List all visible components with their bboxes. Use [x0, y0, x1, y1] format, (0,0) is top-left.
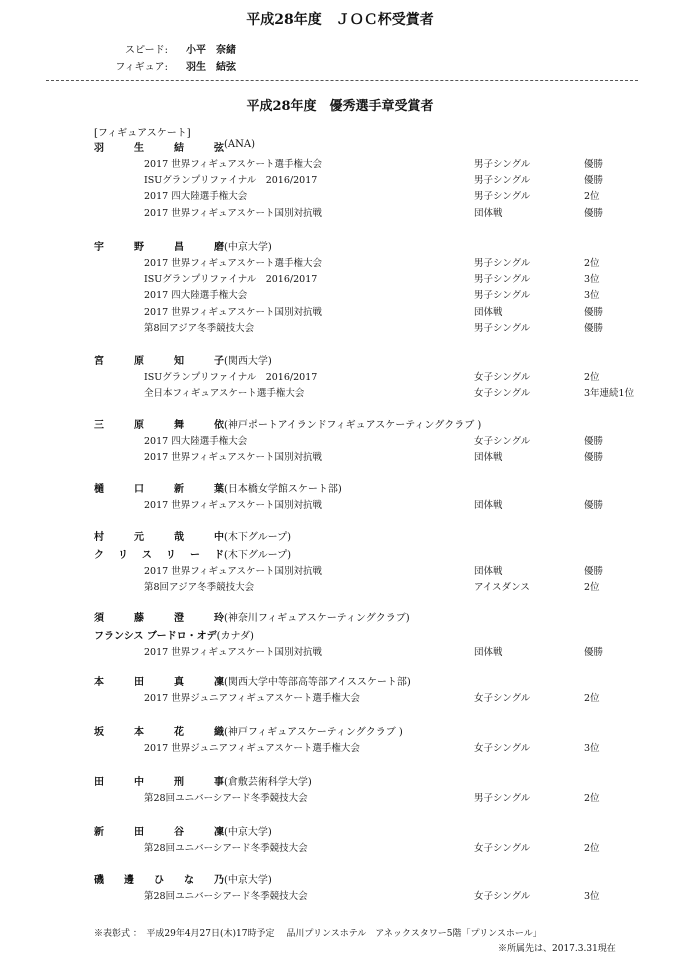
event-category: 団体戦 — [474, 647, 503, 658]
event-category: 女子シングル — [474, 743, 531, 754]
event-category: 女子シングル — [474, 693, 531, 704]
event-name: 2017 世界ジュニアフィギュアスケート選手権大会 — [144, 743, 360, 754]
athlete-row — [94, 546, 291, 561]
event-name: 2017 世界フィギュアスケート国別対抗戦 — [144, 452, 323, 464]
event-result: 優勝 — [584, 322, 604, 334]
athlete-name: 磯邊ひな乃 — [94, 875, 224, 886]
athlete-affiliation: (中京大学) — [224, 827, 272, 838]
athlete-row — [94, 627, 254, 642]
event-result: 優勝 — [584, 175, 604, 187]
joc-winner-speed: 小平 奈緒 — [186, 45, 236, 56]
event-result: 3位 — [584, 290, 600, 302]
athlete-name: 三原舞依 — [94, 420, 224, 431]
event-name: 第28回ユニバーシアード冬季競技大会 — [144, 843, 308, 854]
athlete-name: 宮原知子 — [94, 356, 224, 367]
athlete-row — [94, 528, 291, 543]
event-result: 優勝 — [584, 436, 604, 447]
event-result: 3位 — [584, 891, 600, 902]
athlete-row — [94, 871, 272, 886]
athlete-affiliation: (中京大学) — [224, 242, 272, 253]
event-category: 団体戦 — [474, 500, 503, 511]
event-name: 2017 世界フィギュアスケート選手権大会 — [144, 159, 323, 170]
athlete-affiliation: (木下グループ) — [224, 532, 292, 543]
event-result: 優勝 — [584, 452, 604, 464]
event-result: 3年連続1位 — [584, 388, 635, 400]
event-category: 団体戦 — [474, 566, 503, 577]
athlete-name: フランシス ブードロ・オデ — [94, 631, 217, 642]
event-result: 2位 — [584, 582, 600, 594]
athlete-affiliation: (神奈川フィギュアスケーティングクラブ) — [224, 613, 410, 624]
event-result: 優勝 — [584, 500, 604, 511]
athlete-affiliation: (関西大学) — [224, 356, 272, 367]
event-result: 優勝 — [584, 647, 604, 658]
joc-category-figure: フィギュア: — [115, 62, 168, 73]
event-name: 2017 世界フィギュアスケート国別対抗戦 — [144, 306, 323, 318]
athlete-row — [94, 673, 411, 688]
athlete-name: 田中刑事 — [94, 777, 224, 788]
event-name: 2017 世界ジュニアフィギュアスケート選手権大会 — [144, 693, 360, 704]
event-category: 男子シングル — [474, 191, 531, 203]
event-name: 2017 四大陸選手権大会 — [144, 436, 248, 447]
athlete-affiliation: (倉敷芸術科学大学) — [224, 777, 312, 788]
event-name: ISUグランプリファイナル 2016/2017 — [144, 372, 318, 383]
joc-category-speed: スピード: — [125, 45, 168, 56]
athlete-name: 羽生結弦 — [94, 143, 224, 154]
athlete-name: 新田谷凜 — [94, 827, 224, 838]
event-name: 2017 世界フィギュアスケート選手権大会 — [144, 258, 323, 269]
athlete-name: 坂本花織 — [94, 727, 224, 738]
event-name: 2017 世界フィギュアスケート国別対抗戦 — [144, 207, 323, 219]
event-name: 第28回ユニバーシアード冬季競技大会 — [144, 793, 308, 804]
event-category: 男子シングル — [474, 258, 531, 269]
athlete-row — [94, 238, 272, 253]
affiliation-note: ※所属先は、2017.3.31現在 — [498, 944, 616, 954]
sport-label: [フィギュアスケート] — [94, 128, 191, 139]
event-result: 2位 — [584, 258, 600, 269]
event-category: 男子シングル — [474, 175, 531, 187]
athlete-row — [94, 723, 403, 738]
event-category: 男子シングル — [474, 793, 531, 804]
event-category: 団体戦 — [474, 306, 503, 318]
event-name: 2017 四大陸選手権大会 — [144, 191, 248, 203]
event-category: アイスダンス — [474, 582, 530, 594]
event-category: 女子シングル — [474, 843, 531, 854]
joc-winner-figure: 羽生 結弦 — [186, 62, 236, 73]
athlete-row — [94, 480, 342, 495]
dashed-divider — [46, 80, 638, 81]
athlete-name: 本田真凜 — [94, 677, 224, 688]
athlete-row — [94, 609, 410, 624]
event-result: 優勝 — [584, 306, 604, 318]
event-name: 2017 世界フィギュアスケート国別対抗戦 — [144, 647, 323, 658]
event-name: ISUグランプリファイナル 2016/2017 — [144, 175, 318, 187]
event-name: 全日本フィギュアスケート選手権大会 — [144, 388, 305, 400]
event-category: 男子シングル — [474, 290, 531, 302]
event-category: 女子シングル — [474, 436, 531, 447]
athlete-affiliation: (関西大学中等部高等部アイススケート部) — [224, 677, 411, 688]
athlete-affiliation: (中京大学) — [224, 875, 272, 886]
event-result: 優勝 — [584, 566, 604, 577]
athlete-row — [94, 823, 272, 838]
event-category: 男子シングル — [474, 322, 531, 334]
event-result: 2位 — [584, 372, 600, 383]
page-title: 平成28年度 ＪＯＣ杯受賞者 — [246, 12, 434, 28]
event-name: 2017 世界フィギュアスケート国別対抗戦 — [144, 566, 323, 577]
event-category: 男子シングル — [474, 159, 531, 170]
athlete-affiliation: (神戸フィギュアスケーティングクラブ ) — [224, 727, 403, 738]
ceremony-note: ※表彰式 ： 平成29年4月27日(木)17時予定 品川プリンスホテル アネックスタワー5階「プリンスホール」 — [94, 929, 542, 939]
athlete-affiliation: (日本橋女学館スケート部) — [224, 484, 342, 495]
event-category: 団体戦 — [474, 207, 503, 219]
athlete-row — [94, 773, 312, 788]
athlete-name: クリスリード — [94, 550, 224, 561]
event-category: 団体戦 — [474, 452, 503, 464]
athlete-row — [94, 352, 272, 367]
event-result: 2位 — [584, 793, 600, 804]
event-category: 女子シングル — [474, 372, 531, 383]
event-result: 3位 — [584, 743, 600, 754]
athlete-row — [94, 139, 255, 154]
event-name: 2017 四大陸選手権大会 — [144, 290, 248, 302]
athlete-name: 須藤澄玲 — [94, 613, 224, 624]
event-result: 優勝 — [584, 159, 604, 170]
athlete-name: 村元哉中 — [94, 532, 224, 543]
athlete-name: 樋口新葉 — [94, 484, 224, 495]
athlete-affiliation: (木下グループ) — [224, 550, 292, 561]
event-name: 第28回ユニバーシアード冬季競技大会 — [144, 891, 308, 902]
event-category: 女子シングル — [474, 891, 531, 902]
event-category: 男子シングル — [474, 274, 531, 286]
event-result: 2位 — [584, 693, 600, 704]
athlete-affiliation: (カナダ) — [216, 631, 254, 642]
event-result: 2位 — [584, 191, 600, 203]
athlete-name: 宇野昌磨 — [94, 242, 224, 253]
event-category: 女子シングル — [474, 388, 531, 400]
athlete-row — [94, 416, 481, 431]
event-result: 優勝 — [584, 207, 604, 219]
event-result: 3位 — [584, 274, 600, 286]
event-name: 2017 世界フィギュアスケート国別対抗戦 — [144, 500, 323, 511]
athlete-affiliation: (神戸ポートアイランドフィギュアスケーティングクラブ ) — [224, 420, 482, 431]
event-result: 2位 — [584, 843, 600, 854]
event-name: 第8回アジア冬季競技大会 — [144, 322, 255, 334]
event-name: 第8回アジア冬季競技大会 — [144, 582, 255, 594]
event-name: ISUグランプリファイナル 2016/2017 — [144, 274, 318, 286]
athlete-affiliation: (ANA) — [224, 139, 255, 150]
section-title: 平成28年度 優秀選手章受賞者 — [246, 99, 434, 114]
